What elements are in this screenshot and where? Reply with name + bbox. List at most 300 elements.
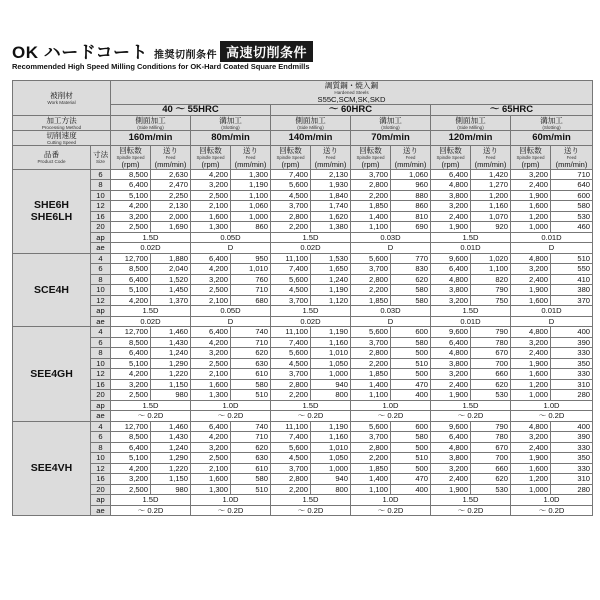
- rpm-cell: 2,100: [191, 463, 231, 474]
- feed-cell: 1,120: [311, 295, 351, 306]
- rpm-cell: 2,200: [271, 222, 311, 233]
- ap-value: 1.5D: [271, 306, 351, 317]
- ae-value: 0.01D: [431, 316, 511, 327]
- ae-label: ae: [91, 505, 111, 516]
- table-row: [13, 295, 593, 306]
- ap-value: 1.0D: [351, 400, 431, 411]
- cutting-conditions-table: [12, 80, 593, 516]
- feed-cell: 1,270: [471, 180, 511, 191]
- rpm-cell: 6,400: [191, 327, 231, 338]
- ap-label: ap: [91, 400, 111, 411]
- rpm-cell: 5,600: [271, 442, 311, 453]
- feed-cell: 330: [551, 348, 593, 359]
- rpm-cell: 1,000: [511, 390, 551, 401]
- size-cell: 6: [91, 337, 111, 348]
- feed-cell: 1,840: [311, 190, 351, 201]
- rpm-cell: 6,400: [191, 421, 231, 432]
- table-row: [13, 358, 593, 369]
- table-row-ap: [13, 306, 593, 317]
- rpm-cell: 2,100: [191, 201, 231, 212]
- table-row: [13, 337, 593, 348]
- rpm-cell: 3,200: [511, 169, 551, 180]
- feed-cell: 830: [391, 264, 431, 275]
- feed-cell: 760: [231, 274, 271, 285]
- feed-cell: 350: [551, 358, 593, 369]
- feed-header: 送り Feed (mm/min): [391, 145, 431, 169]
- ap-value: 1.0D: [191, 495, 271, 506]
- feed-cell: 580: [391, 295, 431, 306]
- table-row: [13, 421, 593, 432]
- ap-value: 1.5D: [111, 495, 191, 506]
- feed-cell: 660: [471, 463, 511, 474]
- size-cell: 6: [91, 169, 111, 180]
- rpm-cell: 4,800: [511, 253, 551, 264]
- feed-cell: 790: [471, 421, 511, 432]
- rpm-cell: 2,400: [511, 348, 551, 359]
- rpm-cell: 1,600: [511, 201, 551, 212]
- table-row: [13, 379, 593, 390]
- table-row: [13, 169, 593, 180]
- table-row-ae: [13, 411, 593, 422]
- feed-cell: 1,020: [471, 253, 511, 264]
- size-cell: 10: [91, 358, 111, 369]
- feed-cell: 510: [551, 253, 593, 264]
- feed-cell: 1,370: [151, 295, 191, 306]
- rpm-cell: 1,200: [511, 379, 551, 390]
- ae-value: ～ 0.2D: [511, 505, 593, 516]
- hardness-group-1: ～ 60HRC: [271, 105, 431, 116]
- rpm-cell: 2,800: [271, 474, 311, 485]
- ae-value: ～ 0.2D: [351, 411, 431, 422]
- ap-label: ap: [91, 232, 111, 243]
- feed-cell: 1,240: [151, 442, 191, 453]
- ae-value: ～ 0.2D: [431, 411, 511, 422]
- ae-value: D: [511, 316, 593, 327]
- rpm-cell: 1,200: [511, 474, 551, 485]
- ap-value: 1.0D: [191, 400, 271, 411]
- ap-label: ap: [91, 495, 111, 506]
- feed-cell: 580: [231, 379, 271, 390]
- rpm-cell: 12,700: [111, 421, 151, 432]
- rpm-cell: 3,700: [271, 463, 311, 474]
- rpm-cell: 4,200: [111, 369, 151, 380]
- rpm-cell: 1,600: [511, 463, 551, 474]
- rpm-cell: 2,800: [351, 274, 391, 285]
- rpm-cell: 3,700: [351, 337, 391, 348]
- rpm-cell: 4,200: [191, 337, 231, 348]
- feed-cell: 2,250: [151, 190, 191, 201]
- feed-cell: 1,220: [151, 463, 191, 474]
- rpm-cell: 4,800: [431, 274, 471, 285]
- rpm-cell: 5,600: [271, 274, 311, 285]
- title-boxed: 高速切削条件: [220, 41, 313, 62]
- rpm-cell: 2,100: [191, 295, 231, 306]
- rpm-cell: 2,200: [351, 190, 391, 201]
- rpm-cell: 2,200: [351, 285, 391, 296]
- ap-value: 1.5D: [431, 306, 511, 317]
- feed-cell: 1,010: [231, 264, 271, 275]
- size-cell: 4: [91, 253, 111, 264]
- rpm-cell: 9,600: [431, 327, 471, 338]
- rpm-cell: 2,200: [271, 484, 311, 495]
- feed-cell: 500: [391, 463, 431, 474]
- rpm-cell: 2,500: [191, 358, 231, 369]
- rpm-cell: 4,200: [111, 295, 151, 306]
- title-sub: 推奨切削条件: [154, 50, 218, 61]
- feed-cell: 620: [471, 379, 511, 390]
- rpm-cell: 2,500: [111, 484, 151, 495]
- table-row-ae: [13, 316, 593, 327]
- feed-cell: 2,130: [151, 201, 191, 212]
- rpm-cell: 1,300: [191, 222, 231, 233]
- ae-value: ～ 0.2D: [191, 505, 271, 516]
- table-row: [13, 222, 593, 233]
- feed-cell: 500: [391, 348, 431, 359]
- feed-cell: 1,190: [231, 180, 271, 191]
- feed-cell: 1,430: [151, 432, 191, 443]
- rpm-cell: 1,850: [351, 201, 391, 212]
- size-cell: 10: [91, 453, 111, 464]
- feed-cell: 1,290: [151, 453, 191, 464]
- rpm-cell: 1,900: [511, 285, 551, 296]
- rpm-cell: 3,200: [511, 264, 551, 275]
- rpm-cell: 3,200: [111, 211, 151, 222]
- table-row: [13, 327, 593, 338]
- feed-cell: 600: [391, 421, 431, 432]
- table-row: [13, 453, 593, 464]
- feed-cell: 950: [231, 253, 271, 264]
- rpm-cell: 1,850: [351, 295, 391, 306]
- feed-cell: 640: [551, 180, 593, 191]
- rpm-cell: 5,600: [351, 421, 391, 432]
- table-row: [13, 211, 593, 222]
- rpm-cell: 2,800: [351, 180, 391, 191]
- feed-cell: 770: [391, 253, 431, 264]
- feed-cell: 670: [471, 442, 511, 453]
- rpm-cell: 5,100: [111, 285, 151, 296]
- feed-cell: 330: [551, 463, 593, 474]
- rpm-cell: 2,400: [431, 474, 471, 485]
- feed-cell: 820: [471, 274, 511, 285]
- rpm-cell: 3,800: [431, 285, 471, 296]
- rpm-cell: 2,500: [191, 285, 231, 296]
- rpm-cell: 1,600: [191, 379, 231, 390]
- table-row: [13, 369, 593, 380]
- feed-cell: 1,880: [151, 253, 191, 264]
- size-cell: 10: [91, 190, 111, 201]
- feed-cell: 280: [551, 484, 593, 495]
- rpm-cell: 6,400: [111, 180, 151, 191]
- feed-cell: 1,290: [151, 358, 191, 369]
- feed-cell: 550: [551, 264, 593, 275]
- feed-cell: 510: [391, 358, 431, 369]
- rpm-cell: 3,800: [431, 453, 471, 464]
- feed-cell: 600: [391, 327, 431, 338]
- feed-cell: 1,460: [151, 421, 191, 432]
- ae-value: D: [351, 316, 431, 327]
- feed-cell: 700: [471, 453, 511, 464]
- rpm-cell: 4,800: [431, 348, 471, 359]
- rpm-cell: 2,500: [111, 222, 151, 233]
- rpm-cell: 3,700: [271, 369, 311, 380]
- ap-value: 1.5D: [271, 400, 351, 411]
- hardness-group-2: ～ 65HRC: [431, 105, 593, 116]
- feed-cell: 800: [311, 390, 351, 401]
- rpm-cell: 1,300: [191, 484, 231, 495]
- rpm-cell: 1,100: [351, 222, 391, 233]
- rpm-cell: 1,400: [351, 474, 391, 485]
- rpm-cell: 3,200: [511, 432, 551, 443]
- ae-value: ～ 0.2D: [271, 505, 351, 516]
- feed-cell: 510: [231, 484, 271, 495]
- rpm-cell: 4,200: [191, 169, 231, 180]
- rpm-cell: 4,200: [111, 463, 151, 474]
- feed-cell: 1,220: [151, 369, 191, 380]
- rpm-cell: 8,500: [111, 432, 151, 443]
- feed-cell: 660: [471, 369, 511, 380]
- feed-cell: 580: [391, 432, 431, 443]
- table-row: [13, 285, 593, 296]
- size-cell: 6: [91, 432, 111, 443]
- rpm-cell: 6,400: [111, 274, 151, 285]
- size-cell: 16: [91, 379, 111, 390]
- feed-cell: 530: [471, 390, 511, 401]
- rpm-cell: 2,800: [271, 211, 311, 222]
- ap-value: 1.5D: [271, 232, 351, 243]
- feed-cell: 1,050: [311, 358, 351, 369]
- rpm-cell: 1,600: [191, 211, 231, 222]
- size-cell: 16: [91, 474, 111, 485]
- rpm-cell: 4,800: [431, 180, 471, 191]
- rpm-cell: 4,500: [271, 453, 311, 464]
- ap-value: 1.0D: [511, 495, 593, 506]
- rpm-header: 回転数 Spindle Speed (rpm): [111, 145, 151, 169]
- feed-cell: 1,190: [311, 327, 351, 338]
- rpm-header: 回転数 Spindle Speed (rpm): [431, 145, 471, 169]
- feed-cell: 620: [471, 474, 511, 485]
- product-code-header: 品番 Product Code: [13, 145, 91, 169]
- ap-value: 1.5D: [431, 400, 511, 411]
- rpm-cell: 7,400: [271, 432, 311, 443]
- ap-value: 1.5D: [431, 232, 511, 243]
- feed-header: 送り Feed (mm/min): [551, 145, 593, 169]
- rpm-cell: 4,800: [431, 442, 471, 453]
- feed-cell: 1,000: [311, 369, 351, 380]
- page-title: [12, 38, 313, 63]
- feed-cell: 280: [551, 390, 593, 401]
- rpm-cell: 6,400: [191, 253, 231, 264]
- feed-cell: 370: [551, 295, 593, 306]
- title-main: OK ハードコート: [12, 43, 149, 62]
- feed-cell: 580: [231, 474, 271, 485]
- ap-label: ap: [91, 306, 111, 317]
- rpm-cell: 1,600: [511, 369, 551, 380]
- feed-cell: 400: [391, 390, 431, 401]
- feed-cell: 630: [231, 453, 271, 464]
- table-row-ap: [13, 232, 593, 243]
- feed-header: 送り Feed (mm/min): [231, 145, 271, 169]
- feed-cell: 960: [391, 180, 431, 191]
- rpm-cell: 5,100: [111, 358, 151, 369]
- feed-cell: 400: [551, 327, 593, 338]
- feed-cell: 530: [551, 211, 593, 222]
- ae-value: 0.02D: [111, 243, 191, 254]
- ae-value: ～ 0.2D: [431, 505, 511, 516]
- method-4: 側面加工 (Side Milling): [431, 115, 511, 130]
- rpm-cell: 1,400: [351, 211, 391, 222]
- feed-cell: 1,150: [151, 379, 191, 390]
- feed-cell: 530: [471, 484, 511, 495]
- rpm-cell: 3,200: [111, 379, 151, 390]
- rpm-cell: 1,850: [351, 463, 391, 474]
- feed-cell: 800: [311, 484, 351, 495]
- ap-value: 0.03D: [351, 306, 431, 317]
- feed-cell: 630: [231, 358, 271, 369]
- feed-cell: 980: [151, 484, 191, 495]
- speed-0: 160m/min: [111, 130, 191, 145]
- rpm-cell: 1,200: [511, 211, 551, 222]
- rpm-cell: 3,200: [191, 348, 231, 359]
- rpm-cell: 1,900: [511, 453, 551, 464]
- speed-2: 140m/min: [271, 130, 351, 145]
- rpm-cell: 3,200: [191, 442, 231, 453]
- rpm-cell: 2,800: [271, 379, 311, 390]
- feed-cell: 670: [471, 348, 511, 359]
- speed-label: 切削速度 Cutting Speed: [13, 130, 111, 145]
- feed-cell: 1,070: [471, 211, 511, 222]
- rpm-cell: 2,800: [351, 348, 391, 359]
- rpm-cell: 11,100: [271, 253, 311, 264]
- feed-cell: 1,000: [231, 211, 271, 222]
- feed-cell: 2,630: [151, 169, 191, 180]
- method-0: 側面加工 (Side Milling): [111, 115, 191, 130]
- feed-cell: 580: [391, 285, 431, 296]
- rpm-cell: 9,600: [431, 253, 471, 264]
- feed-cell: 1,000: [311, 463, 351, 474]
- rpm-cell: 3,200: [191, 274, 231, 285]
- feed-cell: 1,520: [151, 274, 191, 285]
- rpm-cell: 4,200: [191, 432, 231, 443]
- feed-cell: 1,530: [311, 253, 351, 264]
- feed-cell: 1,450: [151, 285, 191, 296]
- product-code: SHE6H SHE6LH: [13, 169, 91, 253]
- feed-cell: 350: [551, 453, 593, 464]
- ap-value: 1.5D: [111, 400, 191, 411]
- rpm-header: 回転数 Spindle Speed (rpm): [191, 145, 231, 169]
- feed-cell: 1,690: [151, 222, 191, 233]
- rpm-cell: 3,200: [431, 295, 471, 306]
- feed-cell: 860: [391, 201, 431, 212]
- table-row: [13, 474, 593, 485]
- rpm-cell: 2,400: [511, 274, 551, 285]
- table-row-ae: [13, 505, 593, 516]
- ae-value: 0.02D: [271, 243, 351, 254]
- feed-cell: 780: [471, 432, 511, 443]
- feed-cell: 1,060: [391, 169, 431, 180]
- rpm-cell: 1,900: [431, 484, 471, 495]
- speed-3: 70m/min: [351, 130, 431, 145]
- feed-cell: 1,930: [311, 180, 351, 191]
- feed-cell: 390: [551, 432, 593, 443]
- feed-cell: 1,190: [311, 421, 351, 432]
- ap-value: 1.5D: [111, 232, 191, 243]
- feed-cell: 1,150: [151, 474, 191, 485]
- product-code: SEE4VH: [13, 421, 91, 516]
- rpm-cell: 4,200: [191, 264, 231, 275]
- rpm-cell: 11,100: [271, 327, 311, 338]
- feed-cell: 1,060: [231, 201, 271, 212]
- table-row: [13, 180, 593, 191]
- size-cell: 16: [91, 211, 111, 222]
- feed-cell: 1,740: [311, 201, 351, 212]
- table-row: [13, 442, 593, 453]
- feed-cell: 380: [551, 285, 593, 296]
- feed-cell: 2,000: [151, 211, 191, 222]
- feed-cell: 610: [231, 463, 271, 474]
- product-code: SCE4H: [13, 253, 91, 327]
- rpm-cell: 3,700: [351, 264, 391, 275]
- table-row: [13, 348, 593, 359]
- table-row: [13, 274, 593, 285]
- feed-cell: 620: [231, 442, 271, 453]
- ae-value: 0.01D: [431, 243, 511, 254]
- feed-cell: 620: [231, 348, 271, 359]
- table-row: [13, 432, 593, 443]
- ae-value: ～ 0.2D: [351, 505, 431, 516]
- table-row: [13, 253, 593, 264]
- rpm-header: 回転数 Spindle Speed (rpm): [351, 145, 391, 169]
- ae-value: D: [191, 316, 271, 327]
- table-row: [13, 201, 593, 212]
- rpm-cell: 6,400: [431, 432, 471, 443]
- rpm-cell: 3,700: [271, 201, 311, 212]
- rpm-cell: 3,200: [511, 337, 551, 348]
- rpm-cell: 8,500: [111, 337, 151, 348]
- rpm-cell: 2,500: [191, 190, 231, 201]
- ap-value: 0.03D: [351, 232, 431, 243]
- size-cell: 6: [91, 264, 111, 275]
- rpm-cell: 11,100: [271, 421, 311, 432]
- rpm-cell: 5,100: [111, 453, 151, 464]
- size-cell: 12: [91, 295, 111, 306]
- feed-cell: 1,240: [311, 274, 351, 285]
- ap-value: 0.01D: [511, 306, 593, 317]
- feed-cell: 690: [391, 222, 431, 233]
- hardened-steels-header: 調質鋼・焼入鋼 Hardened Steels S55C,SCM,SK,SKD: [111, 81, 593, 105]
- feed-cell: 410: [551, 274, 593, 285]
- size-cell: 8: [91, 442, 111, 453]
- feed-cell: 2,040: [151, 264, 191, 275]
- feed-cell: 500: [391, 442, 431, 453]
- rpm-cell: 1,000: [511, 484, 551, 495]
- hardness-group-0: 40 ～ 55HRC: [111, 105, 271, 116]
- feed-cell: 710: [551, 169, 593, 180]
- rpm-cell: 4,500: [271, 190, 311, 201]
- rpm-cell: 3,200: [111, 474, 151, 485]
- method-5: 溝加工 (Slotting): [511, 115, 593, 130]
- rpm-cell: 5,600: [271, 348, 311, 359]
- size-cell: 8: [91, 274, 111, 285]
- rpm-cell: 7,400: [271, 337, 311, 348]
- feed-cell: 1,620: [311, 211, 351, 222]
- feed-cell: 2,470: [151, 180, 191, 191]
- rpm-cell: 6,400: [111, 348, 151, 359]
- rpm-cell: 2,500: [191, 453, 231, 464]
- table-row: [13, 390, 593, 401]
- feed-cell: 740: [231, 421, 271, 432]
- rpm-cell: 1,900: [511, 358, 551, 369]
- ae-value: D: [351, 243, 431, 254]
